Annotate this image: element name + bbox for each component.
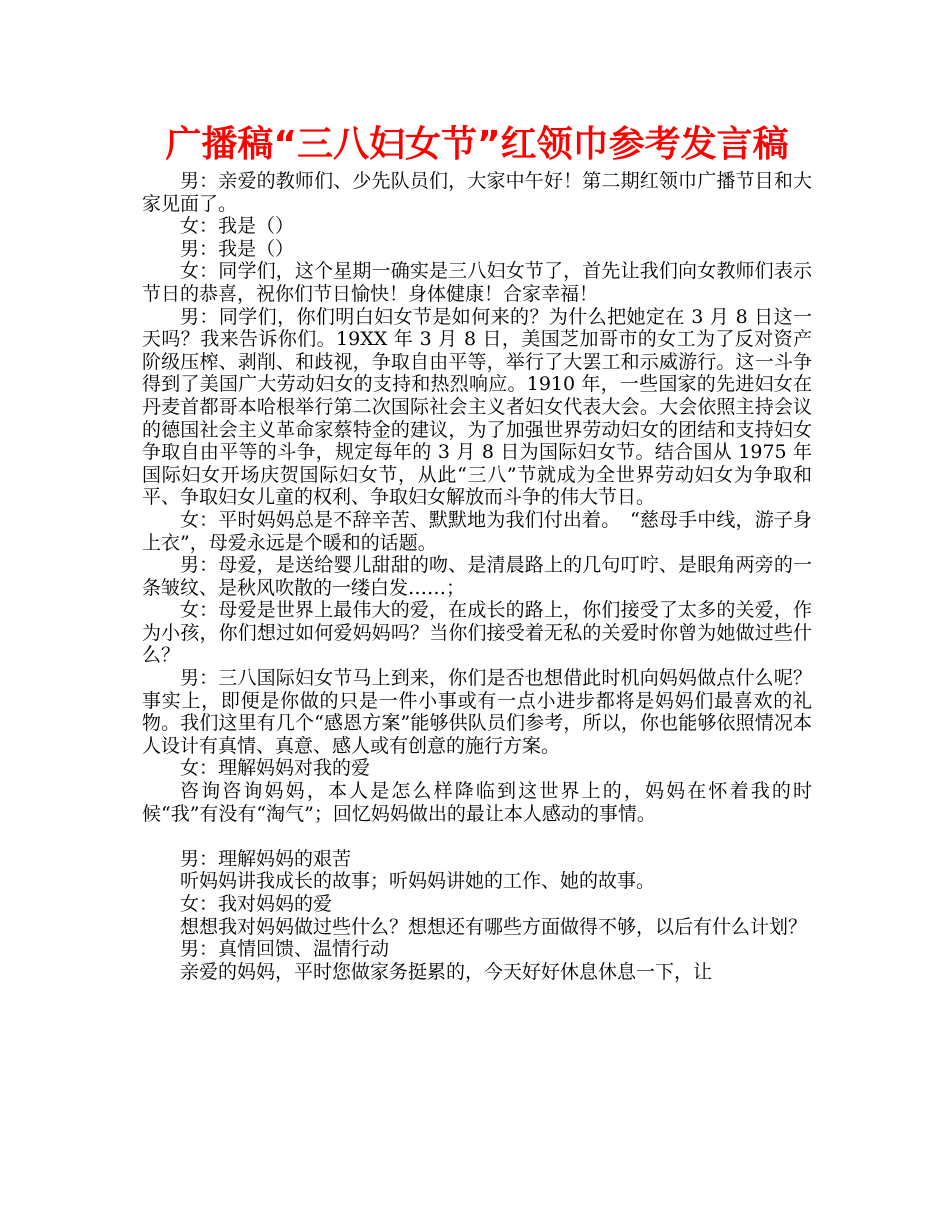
paragraph: 男：同学们，你们明白妇女节是如何来的？为什么把她定在 3 月 8 日这一天吗？我来告诉你们。19XX 年 3 月 8 日，美国芝加哥市的女工为了反对资产阶级压榨、剥削、和歧视，争取自由平等，举行了大罢工和示威游行。这一斗争得到了美国广大劳动妇女的支持和热烈响应。1910 年，一些国家的先进妇女在丹麦首都哥本哈根举行第二次国际社会主义者妇女代表大会。大会依照主持会议的德国社会主义革命家蔡特金的建议，为了加强世界劳动妇女的团结和支持妇女争取自由平等的斗争，规定每年的 3 月 8 日为国际妇女节。结合国从 1975 年国际妇女开场庆贺国际妇女节，从此“三八”节就成为全世界劳动妇女为争取和平、争取妇女儿童的权利、争取妇女解放而斗争的伟大节日。 [142, 305, 812, 509]
paragraph: 想想我对妈妈做过些什么？想想还有哪些方面做得不够，以后有什么计划？ [180, 915, 808, 938]
paragraph: 男：理解妈妈的艰苦 [180, 847, 352, 870]
paragraph: 女：母爱是世界上最伟大的爱，在成长的路上，你们接受了太多的关爱，作为小孩，你们想过如何爱妈妈吗？当你们接受着无私的关爱时你曾为她做过些什么？ [142, 599, 812, 667]
paragraph: 男：真情回馈、温情行动 [180, 938, 390, 961]
paragraph: 听妈妈讲我成长的故事；听妈妈讲她的工作、她的故事。 [180, 870, 656, 893]
paragraph: 女：理解妈妈对我的爱 [180, 757, 371, 780]
paragraph: 男：母爱，是送给婴儿甜甜的吻、是清晨路上的几句叮咛、是眼角两旁的一条皱纹、是秋风吹散的一缕白发……； [142, 554, 812, 599]
paragraph: 男：亲爱的教师们、少先队员们，大家中午好！第二期红领巾广播节目和大家见面了。 [142, 170, 812, 215]
blank-line [142, 825, 812, 848]
paragraph: 女：平时妈妈总是不辞辛苦、默默地为我们付出着。 “慈母手中线，游子身上衣”，母爱永远是个暖和的话题。 [142, 508, 812, 554]
paragraph: 女：同学们，这个星期一确实是三八妇女节了，首先让我们向女教师们表示节日的恭喜，祝你们节日愉快！身体健康！合家幸福！ [142, 260, 812, 305]
paragraph: 女：我对妈妈的爱 [180, 893, 333, 915]
document-title: 广播稿“三八妇女节”红领巾参考发言稿 [165, 124, 789, 165]
document-body [142, 170, 812, 983]
document-page [142, 120, 812, 983]
paragraph: 女：我是（） [180, 215, 295, 238]
paragraph: 男：三八国际妇女节马上到来，你们是否也想借此时机向妈妈做点什么呢？事实上，即便是你做的只是一件小事或有一点小进步都将是妈妈们最喜欢的礼物。我们这里有几个“感恩方案”能够供队员们参考，所以，你也能够依照情况本人设计有真情、真意、感人或有创意的施行方案。 [142, 667, 812, 757]
paragraph: 男：我是（） [180, 237, 295, 260]
paragraph: 咨询咨询妈妈，本人是怎么样降临到这世界上的，妈妈在怀着我的时候“我”有没有“淘气”；回忆妈妈做出的最让本人感动的事情。 [142, 780, 812, 825]
paragraph: 亲爱的妈妈，平时您做家务挺累的，今天好好休息休息一下，让 [180, 960, 713, 983]
